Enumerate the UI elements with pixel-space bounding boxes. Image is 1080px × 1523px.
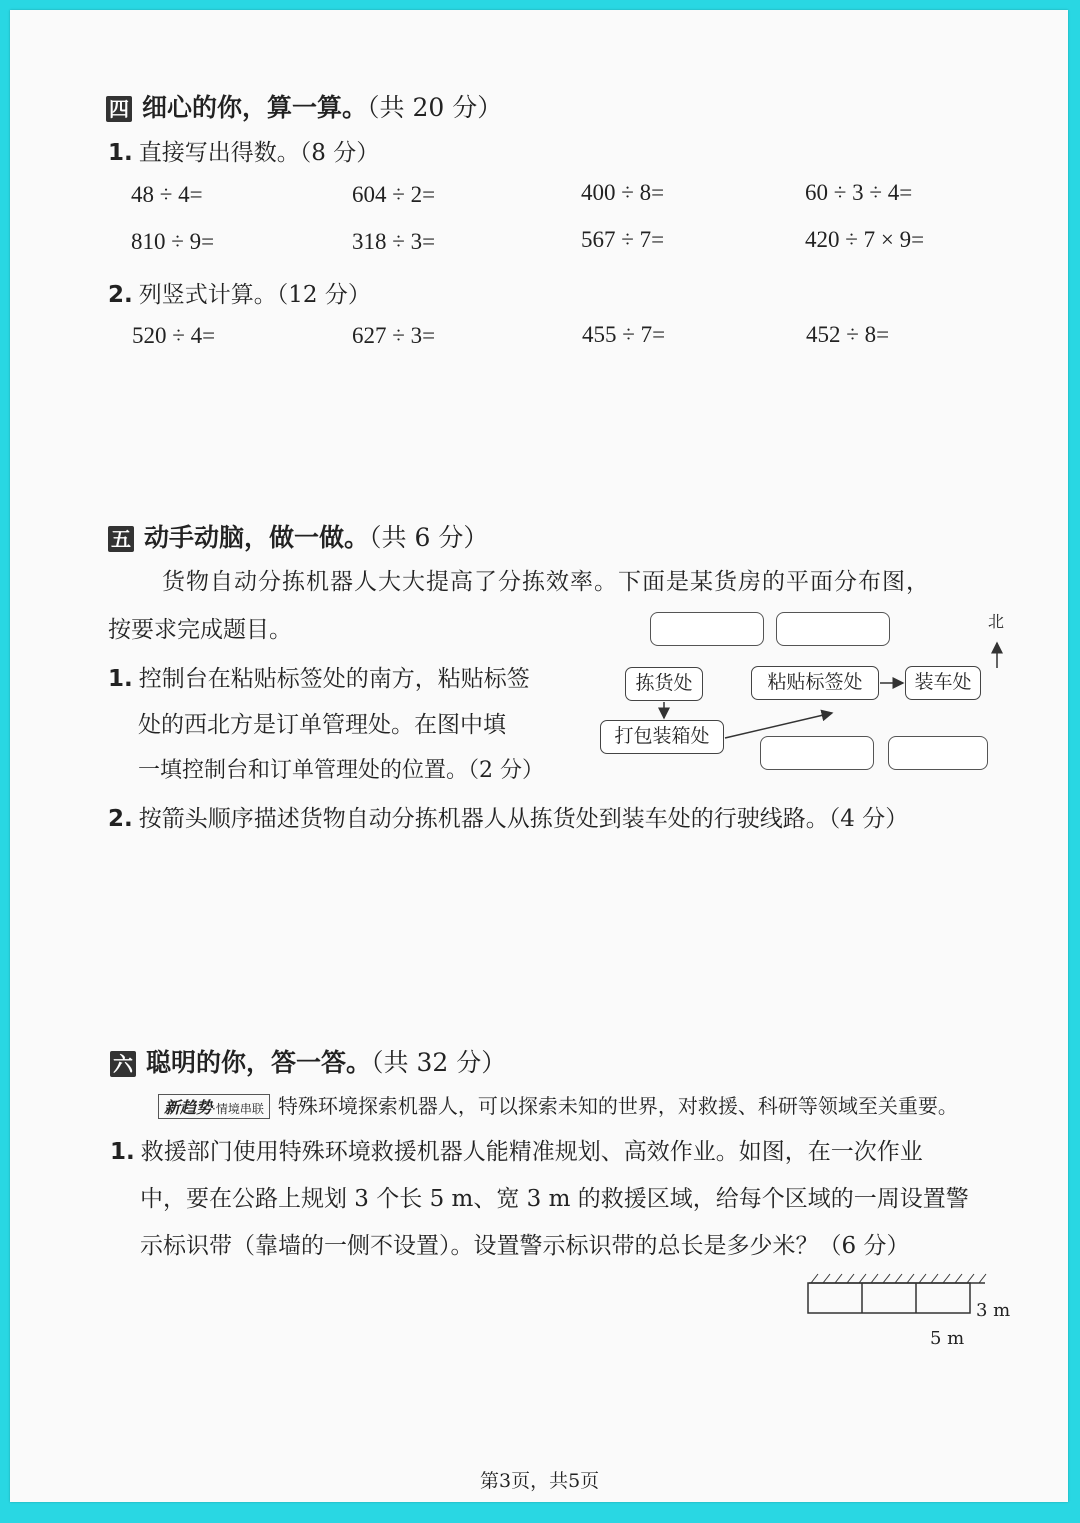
s5-intro-line-2: 按要求完成题目。 xyxy=(108,617,292,643)
section-4-number: 四 xyxy=(106,96,132,122)
section-4-points: （共 20 分） xyxy=(367,93,503,122)
s4-q2-text: 列竖式计算。（12 分） xyxy=(138,282,371,308)
s6-q1-number: 1. xyxy=(110,1139,135,1165)
arrow-packing-to-labeling xyxy=(725,713,832,738)
worksheet-page xyxy=(10,10,1068,1502)
s4-question-1 xyxy=(108,134,379,167)
section-4-heading xyxy=(106,88,502,124)
wall-and-areas-drawing xyxy=(805,1272,995,1320)
labeling-station-box: 粘贴标签处 xyxy=(751,666,879,700)
s4-q1-expr-7: 567 ÷ 7= xyxy=(581,227,665,252)
s5-q1-line-3: 一填控制台和订单管理处的位置。（2 分） xyxy=(138,758,544,783)
s6-question-1 xyxy=(110,1133,923,1166)
s5-intro-line-1: 货物自动分拣机器人大大提高了分拣效率。下面是某货房的平面分布图， xyxy=(162,569,930,595)
s6-context-text: 特殊环境探索机器人，可以探索未知的世界，对救援、科研等领域至关重要。 xyxy=(277,1094,958,1118)
section-6-number: 六 xyxy=(110,1051,136,1077)
section-6-title: 聪明的你，答一答。 xyxy=(146,1048,372,1077)
s4-q1-expr-6: 318 ÷ 3= xyxy=(352,229,436,254)
s4-q2-expr-2: 627 ÷ 3= xyxy=(352,323,436,348)
s5-question-1 xyxy=(108,660,530,693)
section-4-title: 细心的你，算一算。 xyxy=(142,93,368,122)
s4-q2-expr-3: 455 ÷ 7= xyxy=(582,322,666,347)
s4-q2-number: 2. xyxy=(108,282,133,308)
s6-q1-line-2: 中，要在公路上规划 3 个长 5 m、宽 3 m 的救援区域，给每个区域的一周设置警 xyxy=(140,1186,969,1212)
width-label: 3 m xyxy=(976,1300,1011,1321)
s4-q1-expr-5: 810 ÷ 9= xyxy=(131,229,215,254)
section-5-heading xyxy=(108,518,488,554)
section-5-points: （共 6 分） xyxy=(369,523,489,552)
s6-q1-line-1: 救援部门使用特殊环境救援机器人能精准规划、高效作业。如图，在一次作业 xyxy=(140,1139,923,1165)
s5-question-2 xyxy=(108,800,908,833)
page-footer: 第3页，共5页 xyxy=(480,1470,600,1492)
s4-q1-number: 1. xyxy=(108,140,133,166)
s4-q1-expr-1: 48 ÷ 4= xyxy=(131,182,203,207)
s5-q1-line-2: 处的西北方是订单管理处。在图中填 xyxy=(138,712,506,738)
diagram-arrows xyxy=(610,610,1010,780)
north-label: 北 xyxy=(988,612,1005,631)
s5-q1-number: 1. xyxy=(108,666,133,692)
trend-badge-sub: ·情境串联 xyxy=(212,1102,264,1116)
s4-q1-expr-3: 400 ÷ 8= xyxy=(581,180,665,205)
section-6-points: （共 32 分） xyxy=(371,1048,507,1077)
s4-q2-expr-1: 520 ÷ 4= xyxy=(132,323,216,348)
rescue-areas-outline xyxy=(808,1283,970,1313)
loading-station-box: 装车处 xyxy=(905,666,981,700)
s4-q1-expr-4: 60 ÷ 3 ÷ 4= xyxy=(805,180,913,205)
trend-badge xyxy=(158,1094,270,1119)
section-5-title: 动手动脑，做一做。 xyxy=(144,523,370,552)
s4-q1-expr-8: 420 ÷ 7 × 9= xyxy=(805,227,925,252)
s4-q1-expr-2: 604 ÷ 2= xyxy=(352,182,436,207)
trend-badge-main: 新趋势 xyxy=(164,1098,213,1117)
s5-q2-number: 2. xyxy=(108,806,133,832)
s6-q1-line-3: 示标识带（靠墙的一侧不设置）。设置警示标识带的总长是多少米？（6 分） xyxy=(140,1233,910,1259)
s4-q2-expr-4: 452 ÷ 8= xyxy=(806,322,890,347)
section-6-heading xyxy=(110,1043,506,1079)
packing-station-box: 打包装箱处 xyxy=(600,720,724,754)
s4-q1-text: 直接写出得数。（8 分） xyxy=(138,140,380,166)
s5-q2-text: 按箭头顺序描述货物自动分拣机器人从拣货处到装车处的行驶线路。（4 分） xyxy=(138,806,909,832)
s6-context xyxy=(158,1090,958,1119)
picking-station-box: 拣货处 xyxy=(625,667,703,701)
section-5-number: 五 xyxy=(108,526,134,552)
length-label: 5 m xyxy=(930,1328,965,1349)
s4-question-2 xyxy=(108,276,371,309)
s5-q1-line-1: 控制台在粘贴标签处的南方，粘贴标签 xyxy=(138,666,530,692)
